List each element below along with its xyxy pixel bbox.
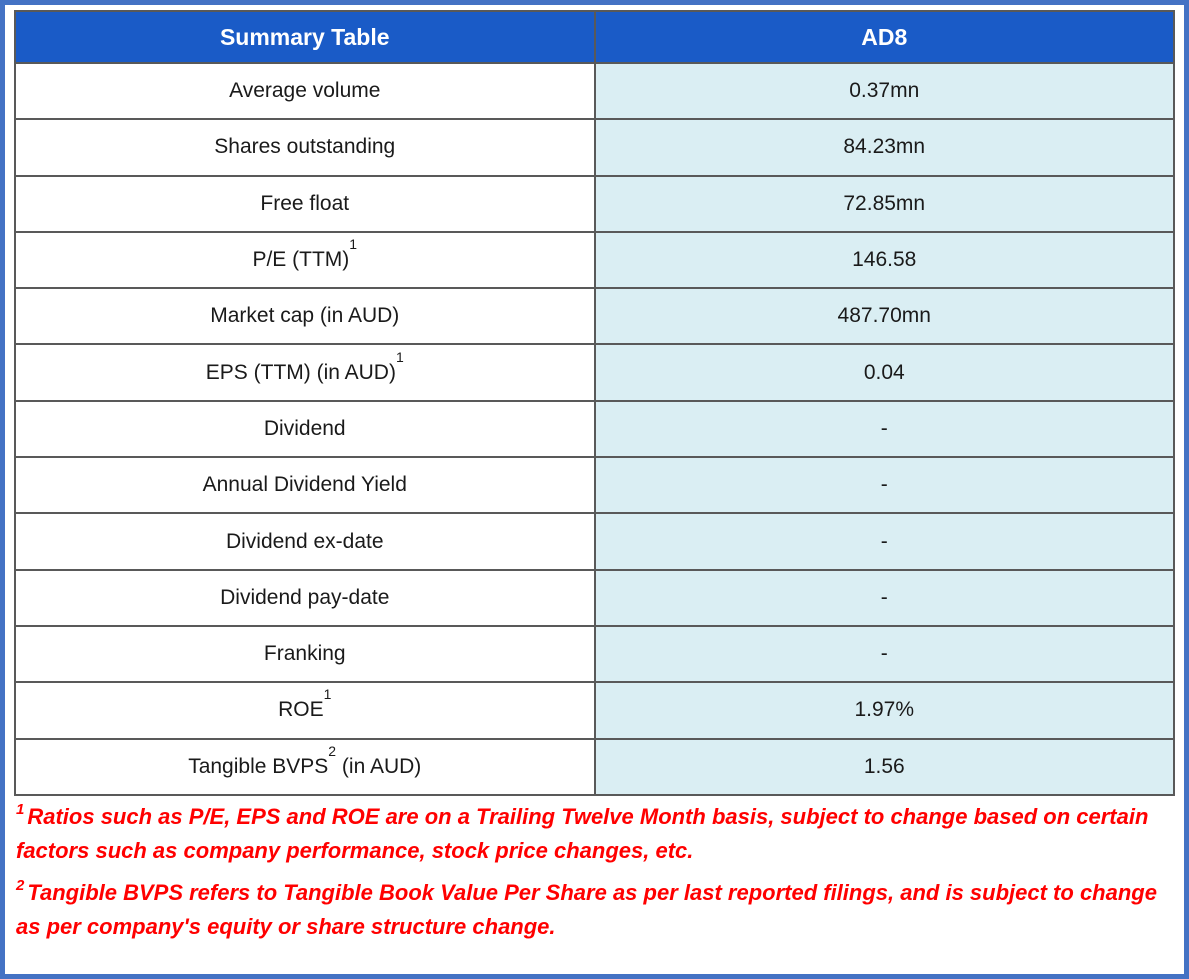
row-value-cell: 0.04: [595, 344, 1175, 400]
row-label-cell: [15, 63, 595, 119]
table-row: [15, 626, 1174, 682]
row-label-cell: [15, 626, 595, 682]
row-label-cell: [15, 232, 595, 288]
row-label-sup: 1: [349, 236, 358, 253]
footnote-2: [16, 876, 1173, 944]
table-row: [15, 457, 1174, 513]
row-label: Dividend pay-date: [220, 585, 390, 609]
row-value-cell: 72.85mn: [595, 176, 1175, 232]
row-label: Free float: [260, 191, 350, 215]
footnote-2-sup: 2: [16, 876, 25, 894]
row-label: Market cap (in AUD): [210, 304, 400, 328]
row-value-cell: -: [595, 513, 1175, 569]
row-label-cell: [15, 682, 595, 738]
row-label-cell: [15, 288, 595, 344]
footnotes: [14, 796, 1175, 944]
footnote-1-sup: 1: [16, 800, 25, 818]
footnote-1: [16, 800, 1173, 868]
footnote-1-text: Ratios such as P/E, EPS and ROE are on a Trailing Twelve Month basis, subject to change based on certain factors such as company performance, stock price changes, etc.: [16, 803, 1149, 863]
table-row: [15, 119, 1174, 175]
row-value-cell: -: [595, 401, 1175, 457]
row-label-cell: [15, 457, 595, 513]
table-row: [15, 513, 1174, 569]
row-label-suffix: (in AUD): [336, 754, 422, 778]
summary-table: [14, 10, 1175, 796]
table-row: [15, 682, 1174, 738]
row-label: ROE: [278, 698, 324, 722]
footnote-2-text: Tangible BVPS refers to Tangible Book Value Per Share as per last reported filings, and is subject to change as per company's equity or share structure change.: [16, 879, 1157, 939]
row-value-cell: -: [595, 570, 1175, 626]
table-row: [15, 570, 1174, 626]
row-value-cell: 0.37mn: [595, 63, 1175, 119]
row-value-cell: -: [595, 457, 1175, 513]
row-value-cell: 487.70mn: [595, 288, 1175, 344]
row-label: EPS (TTM) (in AUD): [205, 360, 396, 384]
row-label-cell: [15, 401, 595, 457]
row-label: Dividend: [263, 416, 346, 440]
row-value-cell: -: [595, 626, 1175, 682]
summary-table-body: [15, 63, 1174, 795]
row-label: Annual Dividend Yield: [202, 473, 407, 497]
row-label-sup: 1: [395, 348, 404, 365]
row-label: Shares outstanding: [214, 135, 396, 159]
row-value-cell: 146.58: [595, 232, 1175, 288]
table-row: [15, 344, 1174, 400]
row-label: Tangible BVPS: [188, 754, 329, 778]
row-label-cell: [15, 570, 595, 626]
row-value-cell: 1.56: [595, 739, 1175, 795]
row-value-cell: 1.97%: [595, 682, 1175, 738]
row-label-sup: 1: [323, 686, 332, 703]
header-cell-summary-table: Summary Table: [15, 11, 595, 63]
row-label: Average volume: [229, 79, 381, 103]
summary-table-head: [15, 11, 1174, 63]
row-label-cell: [15, 739, 595, 795]
row-value-cell: 84.23mn: [595, 119, 1175, 175]
table-row: [15, 232, 1174, 288]
table-row: [15, 401, 1174, 457]
row-label: Dividend ex-date: [225, 529, 384, 553]
row-label-sup: 2: [328, 742, 337, 759]
table-row: [15, 739, 1174, 795]
row-label: Franking: [263, 642, 346, 666]
header-cell-ticker: AD8: [595, 11, 1175, 63]
header-row: [15, 11, 1174, 63]
row-label-cell: [15, 513, 595, 569]
table-row: [15, 288, 1174, 344]
row-label-cell: [15, 344, 595, 400]
row-label-cell: [15, 176, 595, 232]
table-row: [15, 63, 1174, 119]
row-label: P/E (TTM): [252, 248, 350, 272]
row-label-cell: [15, 119, 595, 175]
table-row: [15, 176, 1174, 232]
